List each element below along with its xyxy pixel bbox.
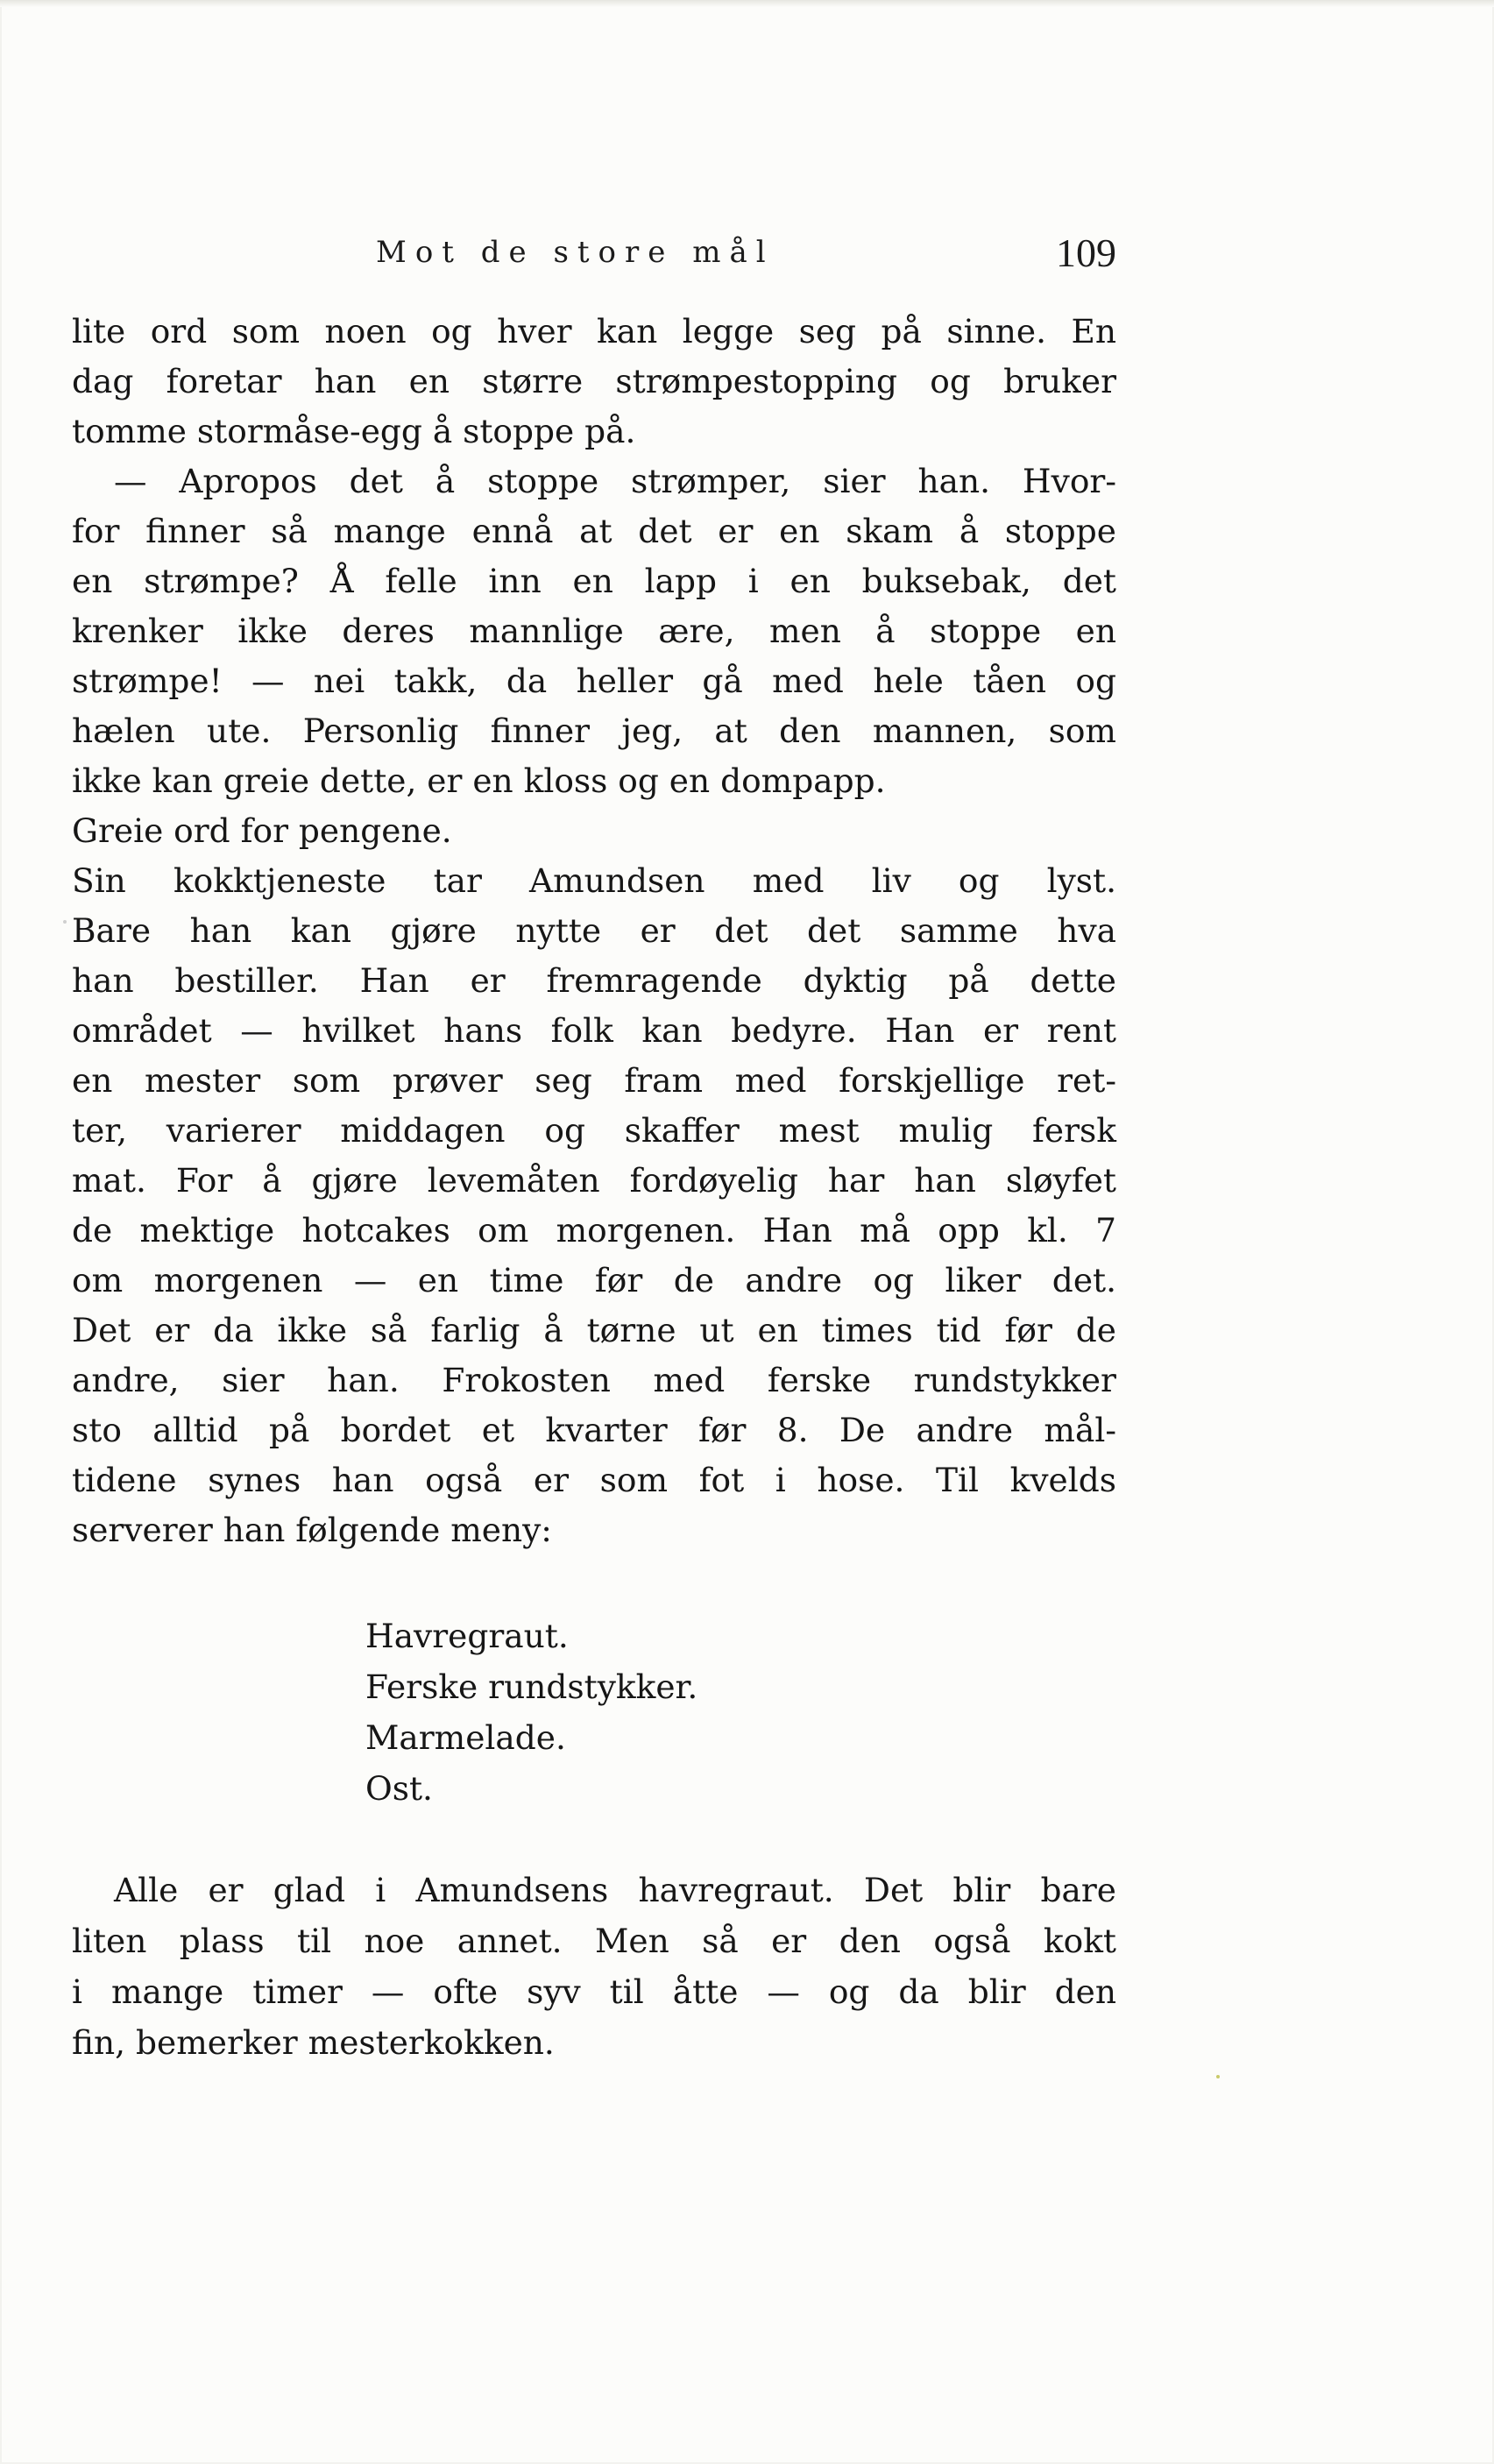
paper-speck [1216, 2075, 1220, 2078]
text-line: Sin kokktjeneste tar Amundsen med liv og lyst. [72, 861, 1116, 900]
page-number: 109 [1056, 230, 1116, 275]
text-line: en mester som prøver seg fram med forskjellige ret- [72, 1061, 1116, 1100]
text-line: dag foretar han en større strømpestopping og bruker [72, 362, 1116, 400]
text-line: Greie ord for pengene. [72, 811, 452, 850]
text-line: hælen ute. Personlig finner jeg, at den mannen, som [72, 712, 1116, 750]
text-line: Det er da ikke så farlig å tørne ut en times tid før de [72, 1311, 1116, 1349]
text-line: ikke kan greie dette, er en kloss og en dompapp. [72, 761, 886, 800]
menu-list [365, 1611, 697, 1814]
text-line: de mektige hotcakes om morgenen. Han må opp kl. 7 [72, 1211, 1116, 1250]
text-line: en strømpe? Å felle inn en lapp i en buksebak, det [72, 562, 1116, 600]
text-line: ter, varierer middagen og skaffer mest mulig fersk [72, 1111, 1116, 1150]
text-line: sto alltid på bordet et kvarter før 8. De andre mål- [72, 1411, 1116, 1449]
text-line: tomme stormåse-egg å stoppe på. [72, 412, 636, 450]
page-top-edge [0, 0, 1494, 7]
text-line: området — hvilket hans folk kan bedyre. Han er rent [72, 1011, 1116, 1050]
body-text [72, 307, 1116, 1555]
text-line: tidene synes han også er som fot i hose. Til kvelds [72, 1461, 1116, 1499]
text-line: serverer han følgende meny: [72, 1511, 552, 1549]
text-line: strømpe! — nei takk, da heller gå med hele tåen og [72, 662, 1116, 700]
text-line: om morgenen — en time før de andre og liker det. [72, 1261, 1116, 1299]
text-line: lite ord som noen og hver kan legge seg på sinne. En [72, 312, 1116, 350]
text-line: han bestiller. Han er fremragende dyktig på dette [72, 961, 1116, 1000]
closing-paragraph [72, 1865, 1116, 2068]
menu-item: Ferske rundstykker. [365, 1667, 698, 1706]
page-header [72, 230, 1116, 282]
paper-speck [63, 920, 67, 924]
menu-item: Marmelade. [365, 1718, 566, 1757]
text-line: — Apropos det å stoppe strømper, sier han. Hvor- [114, 462, 1116, 500]
text-line: i mange timer — ofte syv til åtte — og da blir den [72, 1972, 1116, 2011]
text-line: liten plass til noe annet. Men så er den også kokt [72, 1922, 1116, 1960]
text-line: Alle er glad i Amundsens havregraut. Det blir bare [114, 1871, 1116, 1909]
menu-item: Havregraut. [365, 1617, 569, 1655]
menu-item: Ost. [365, 1769, 433, 1808]
text-line: andre, sier han. Frokosten med ferske rundstykker [72, 1361, 1116, 1399]
running-title: Mot de store mål [376, 235, 775, 270]
text-line: krenker ikke deres mannlige ære, men å stoppe en [72, 612, 1116, 650]
text-line: fin, bemerker mesterkokken. [72, 2023, 555, 2062]
text-line: Bare han kan gjøre nytte er det det samme hva [72, 911, 1116, 950]
text-line: mat. For å gjøre levemåten fordøyelig har han sløyfet [72, 1161, 1116, 1200]
text-line: for finner så mange ennå at det er en skam å stoppe [72, 512, 1116, 550]
